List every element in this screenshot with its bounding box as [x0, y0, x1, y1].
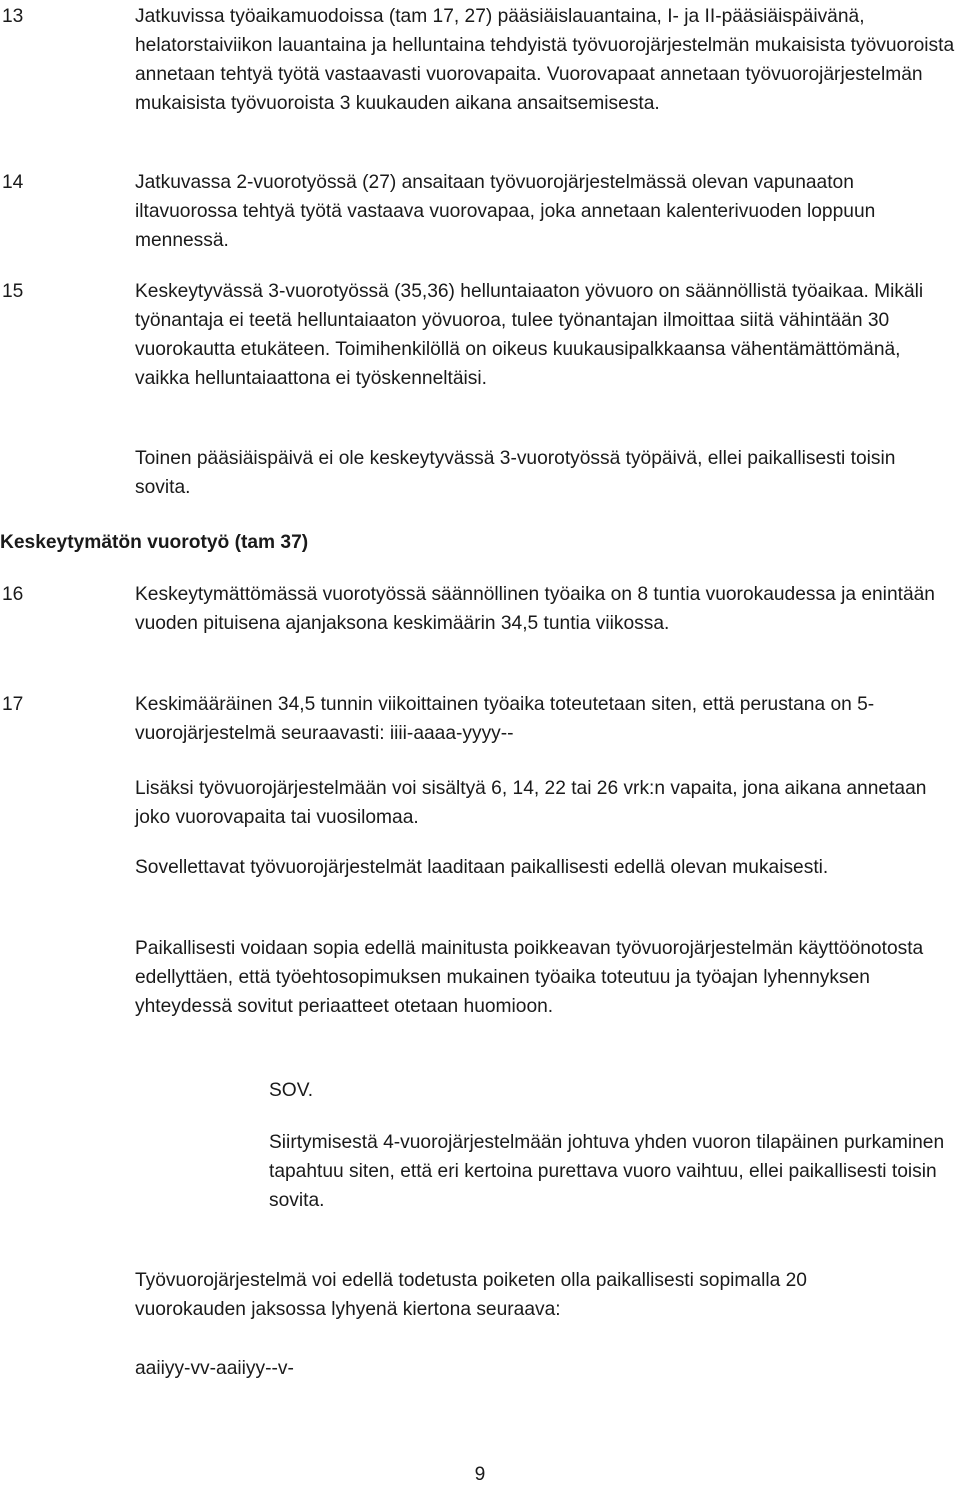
section-text: Jatkuvassa 2-vuorotyössä (27) ansaitaan työvuorojärjestelmässä olevan vapunaaton iltavuorossa tehtyä työtä vastaava vuorovapaa, joka annetaan kalenterivuoden loppuun mennessä.: [135, 172, 876, 251]
section-paragraph: Paikallisesti voidaan sopia edellä mainitusta poikkeavan työvuorojärjestelmän käyttöönotosta edellyttäen, että työehtosopimuksen mukainen työaika toteutuu ja työajan lyhennyksen yhteydessä sovitut periaatteet otetaan huomioon.: [135, 938, 924, 1017]
section-extra-text: Toinen pääsiäispäivä ei ole keskeytyvässä 3-vuorotyössä työpäivä, ellei paikallisesti toisin sovita.: [135, 448, 896, 498]
sov-text: Siirtymisestä 4-vuorojärjestelmään johtuva yhden vuoron tilapäinen purkaminen tapahtuu siten, että eri kertoina purettava vuoro vaihtuu, ellei paikallisesti toisin sovita.: [269, 1132, 945, 1211]
section-number: 15: [2, 281, 24, 302]
section-number: 16: [2, 584, 24, 605]
section-text: Keskimääräinen 34,5 tunnin viikoittainen työaika toteutetaan siten, että perustana on 5-vuorojärjestelmä seuraavasti: iiii-aaaa-yyyy--: [135, 694, 875, 744]
page-number: 9: [474, 1464, 486, 1485]
section-paragraph: Lisäksi työvuorojärjestelmään voi sisältyä 6, 14, 22 tai 26 vrk:n vapaita, jona aikana annetaan joko vuorovapaita tai vuosilomaa.: [135, 778, 927, 828]
section-text: Keskeytyvässä 3-vuorotyössä (35,36) helluntaiaaton yövuoro on säännöllistä työaikaa. Mikäli työnantaja ei teetä helluntaiaaton yövuoroa, tulee työnantajan ilmoittaa siitä vähintään 30 vuorokautta etukäteen. Toimihenkilöllä on oikeus kuukausipalkkaansa vähentämättömänä, vaikka helluntaiaattona ei työskenneltäisi.: [135, 281, 924, 389]
section-text: Jatkuvissa työaikamuodoissa (tam 17, 27) pääsiäislauantaina, I- ja II-pääsiäispäivänä, helatorstaiviikon lauantaina ja helluntaina tehdyistä työvuorojärjestelmän mukaisista työvuoroista annetaan tehtyä työtä vastaavasti vuorovapaita. Vuorovapaat annetaan työvuorojärjestelmän mukaisista työvuoroista 3 kuukauden aikana ansaitsemisesta.: [135, 6, 955, 114]
rotation-pattern: aaiiyy-vv-aaiiyy--v-: [135, 1358, 294, 1379]
section-number: 17: [2, 694, 24, 715]
section-heading: Keskeytymätön vuorotyö (tam 37): [0, 532, 309, 553]
closing-text: Työvuorojärjestelmä voi edellä todetusta poiketen olla paikallisesti sopimalla 20 vuorokauden jaksossa lyhyenä kiertona seuraava:: [135, 1270, 807, 1320]
section-number: 14: [2, 172, 24, 193]
section-paragraph: Sovellettavat työvuorojärjestelmät laaditaan paikallisesti edellä olevan mukaisesti.: [135, 857, 829, 878]
section-number: 13: [2, 6, 24, 27]
sov-label: SOV.: [269, 1080, 314, 1101]
section-text: Keskeytymättömässä vuorotyössä säännöllinen työaika on 8 tuntia vuorokaudessa ja enintään vuoden pituisena ajanjaksona keskimäärin 34,5 tuntia viikossa.: [135, 584, 935, 634]
